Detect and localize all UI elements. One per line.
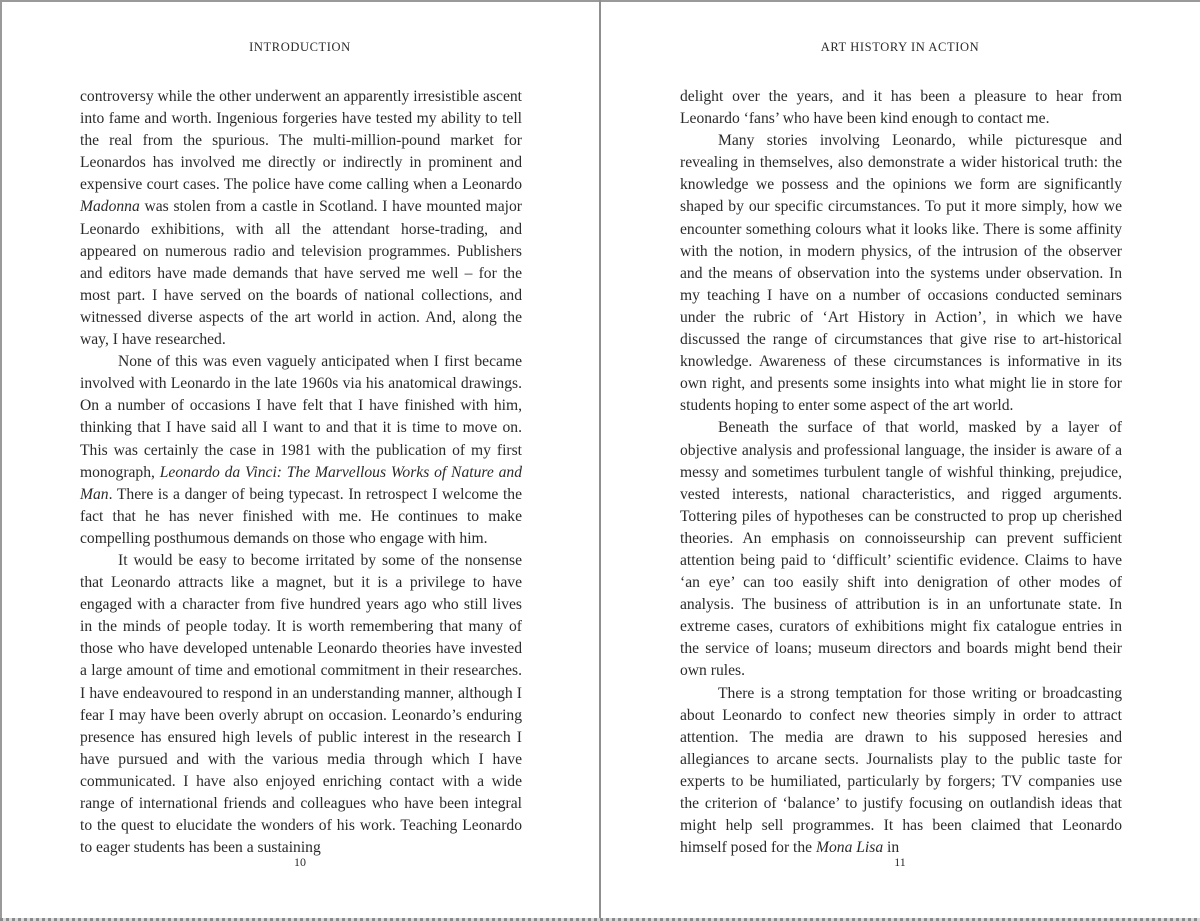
page-number-left: 10	[294, 855, 306, 869]
italic-title-run: Mona Lisa	[815, 839, 884, 857]
text-run: . There is a danger of being typecast. In retrospect I welcome the fact that he has never finished with me. He continues to make compelling posthumous demands on those who engage with him.	[80, 485, 522, 547]
paragraph	[680, 130, 1122, 417]
paragraph	[80, 86, 522, 351]
running-head-right: ART HISTORY IN ACTION	[820, 40, 980, 54]
paragraph	[680, 417, 1122, 682]
paragraph	[80, 550, 522, 859]
italic-title-run: Leonardo da Vinci: The Marvellous Works of Nature and Man	[80, 463, 522, 503]
page-number-right: 11	[894, 855, 906, 869]
paragraph	[680, 86, 1122, 130]
paragraph	[80, 351, 522, 550]
paragraph	[680, 683, 1122, 860]
right-page	[600, 0, 1200, 921]
italic-title-run: Madonna	[80, 198, 140, 216]
text-run: was stolen from a castle in Scotland. I have mounted major Leonardo exhibitions, with all the attendant horse-trading, and appeared on numerous radio and television programmes. Publishers and editors have made demands that have served me well – for the most part. I have served on the boards of national collections, and witnessed diverse aspects of the art world in action. And, along the way, I have researched.	[80, 198, 522, 349]
running-head-left: INTRODUCTION	[249, 40, 351, 54]
text-run: delight over the years, and it has been a pleasure to hear from Leonardo ‘fans’ who have been kind enough to contact me.	[680, 88, 1122, 128]
text-run: in	[883, 839, 900, 857]
body-text-left	[80, 86, 522, 859]
body-text-right	[680, 86, 1122, 859]
text-run: None of this was even vaguely anticipated when I first became involved with Leonardo in the late 1960s via his anatomical drawings. On a number of occasions I have felt that I have finished with him, thinking that I have said all I want to and that it is time to move on. This was certainly the case in 1981 with the publication of my first monograph,	[80, 353, 522, 481]
text-run: Beneath the surface of that world, masked by a layer of objective analysis and professional language, the insider is aware of a messy and sometimes turbulent tangle of wishful thinking, prejudice, vested interests, national characteristics, and rigged arguments. Tottering piles of hypotheses can be constructed to prop up cherished theories. An emphasis on connoisseurship can prevent sufficient attention being paid to ‘difficult’ scientific evidence. Claims to have ‘an eye’ can too easily shift into denigration of other modes of analysis. The business of attribution is in an unfortunate state. In extreme cases, curators of exhibitions might fix catalogue entries in the service of loans; museum directors and boards might bend their own rules.	[680, 419, 1122, 680]
text-run: There is a strong temptation for those writing or broadcasting about Leonardo to confect new theories simply in order to attract attention. The media are drawn to his supposed heresies and allegiances to arcane sects. Journalists play to the public taste for experts to be humiliated, particularly by forgers; TV companies use the criterion of ‘balance’ to justify focusing on outlandish ideas that might help sell programmes. It has been claimed that Leonardo himself posed for the	[680, 684, 1122, 857]
text-run: Many stories involving Leonardo, while picturesque and revealing in themselves, also demonstrate a wider historical truth: the knowledge we possess and the opinions we form are significantly shaped by our specific circumstances. To put it more simply, how we encounter something colours what it looks like. There is some affinity with the notion, in modern physics, of the intrusion of the observer and the means of observation into the systems under observation. In my teaching I have on a number of occasions conducted seminars under the rubric of ‘Art History in Action’, in which we have discussed the range of circumstances that give rise to art-historical knowledge. Awareness of these circumstances is informative in its own right, and presents some insights into what might lie in store for students hoping to enter some aspect of the art world.	[680, 132, 1122, 415]
text-run: It would be easy to become irritated by some of the nonsense that Leonardo attracts like a magnet, but it is a privilege to have engaged with a character from five hundred years ago who still lives in the minds of people today. It is worth remembering that many of those who have developed untenable Leonardo theories have invested a large amount of time and emotional commitment in their researches. I have endeavoured to respond in an understanding manner, although I fear I may have been overly abrupt on occasion. Leonardo’s enduring presence has ensured high levels of public interest in the research I have pursued and with the various media through which I have communicated. I have also enjoyed enriching contact with a wide range of international friends and colleagues who have been integral to the quest to elucidate the wonders of his work. Teaching Leonardo to eager students has been a sustaining	[80, 551, 522, 857]
text-run: controversy while the other underwent an apparently irresistible ascent into fame and worth. Ingenious forgeries have tested my ability to tell the real from the spurious. The multi-million-pound market for Leonardos has involved me directly or indirectly in prominent and expensive court cases. The police have come calling when a Leonardo	[80, 88, 522, 194]
